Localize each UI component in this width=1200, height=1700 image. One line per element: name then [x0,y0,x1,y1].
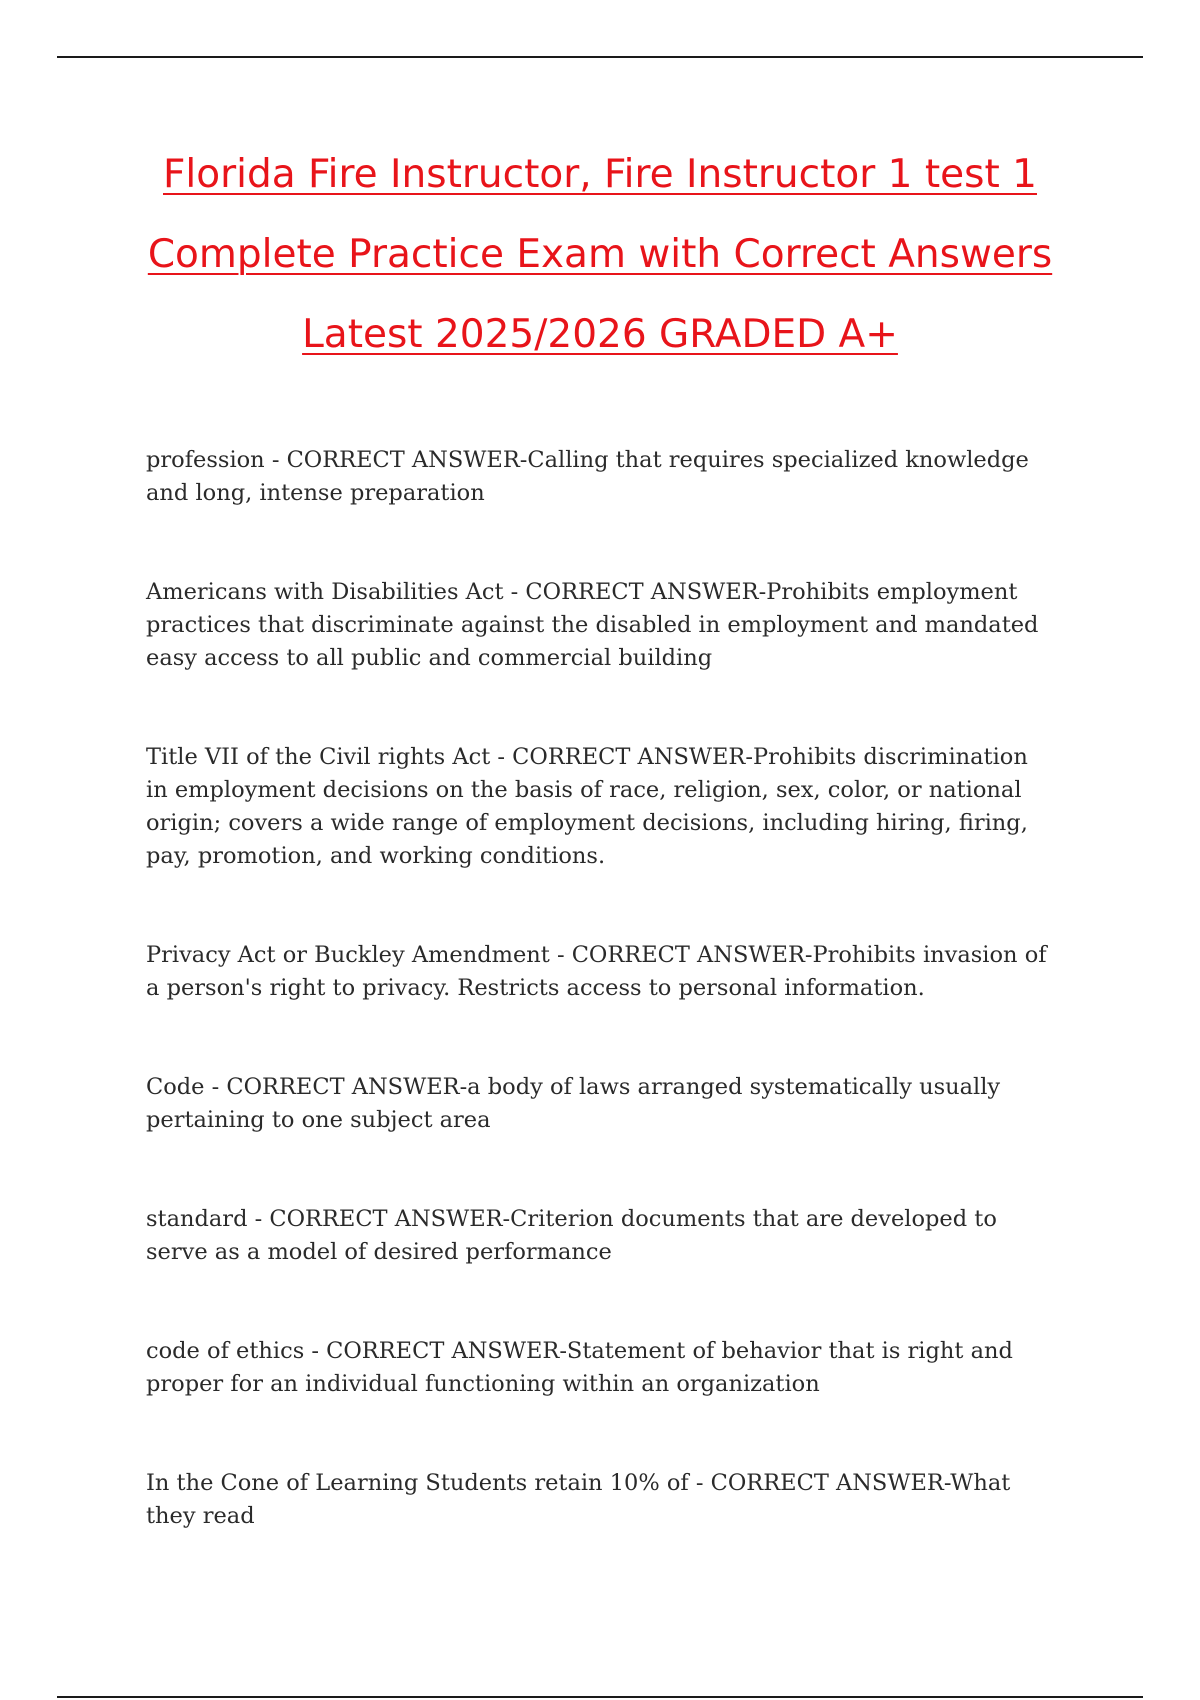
title-line-1: Florida Fire Instructor, Fire Instructor 1 test 1 [163,152,1037,197]
title-line-2: Complete Practice Exam with Correct Answers [147,232,1053,277]
title-line-3: Latest 2025/2026 GRADED A+ [302,312,898,357]
qa-item-privacy-act: Privacy Act or Buckley Amendment - CORRECT ANSWER-Prohibits invasion of a person's right to privacy. Restricts access to personal information. [146,942,1047,1001]
qa-item-title-vii: Title VII of the Civil rights Act - CORRECT ANSWER-Prohibits discrimination in employment decisions on the basis of race, religion, sex, color, or national origin; covers a wide range of employment decisions, including hiring, firing, pay, promotion, and working conditions. [146,744,1028,869]
qa-item-standard: standard - CORRECT ANSWER-Criterion documents that are developed to serve as a model of desired performance [146,1206,997,1265]
document-title [60,135,1140,375]
top-divider [57,56,1143,58]
qa-item-code: Code - CORRECT ANSWER-a body of laws arranged systematically usually pertaining to one subject area [146,1074,1001,1133]
question-answer-list [146,444,1051,1599]
qa-item-code-of-ethics: code of ethics - CORRECT ANSWER-Statement of behavior that is right and proper for an individual functioning within an organization [146,1338,1013,1397]
qa-item-ada: Americans with Disabilities Act - CORRECT ANSWER-Prohibits employment practices that discriminate against the disabled in employment and mandated easy access to all public and commercial building [146,579,1039,671]
qa-item-cone-of-learning: In the Cone of Learning Students retain 10% of - CORRECT ANSWER-What they read [146,1470,1011,1529]
bottom-divider [57,1696,1143,1698]
qa-item-profession: profession - CORRECT ANSWER-Calling that requires specialized knowledge and long, intense preparation [146,447,1029,506]
